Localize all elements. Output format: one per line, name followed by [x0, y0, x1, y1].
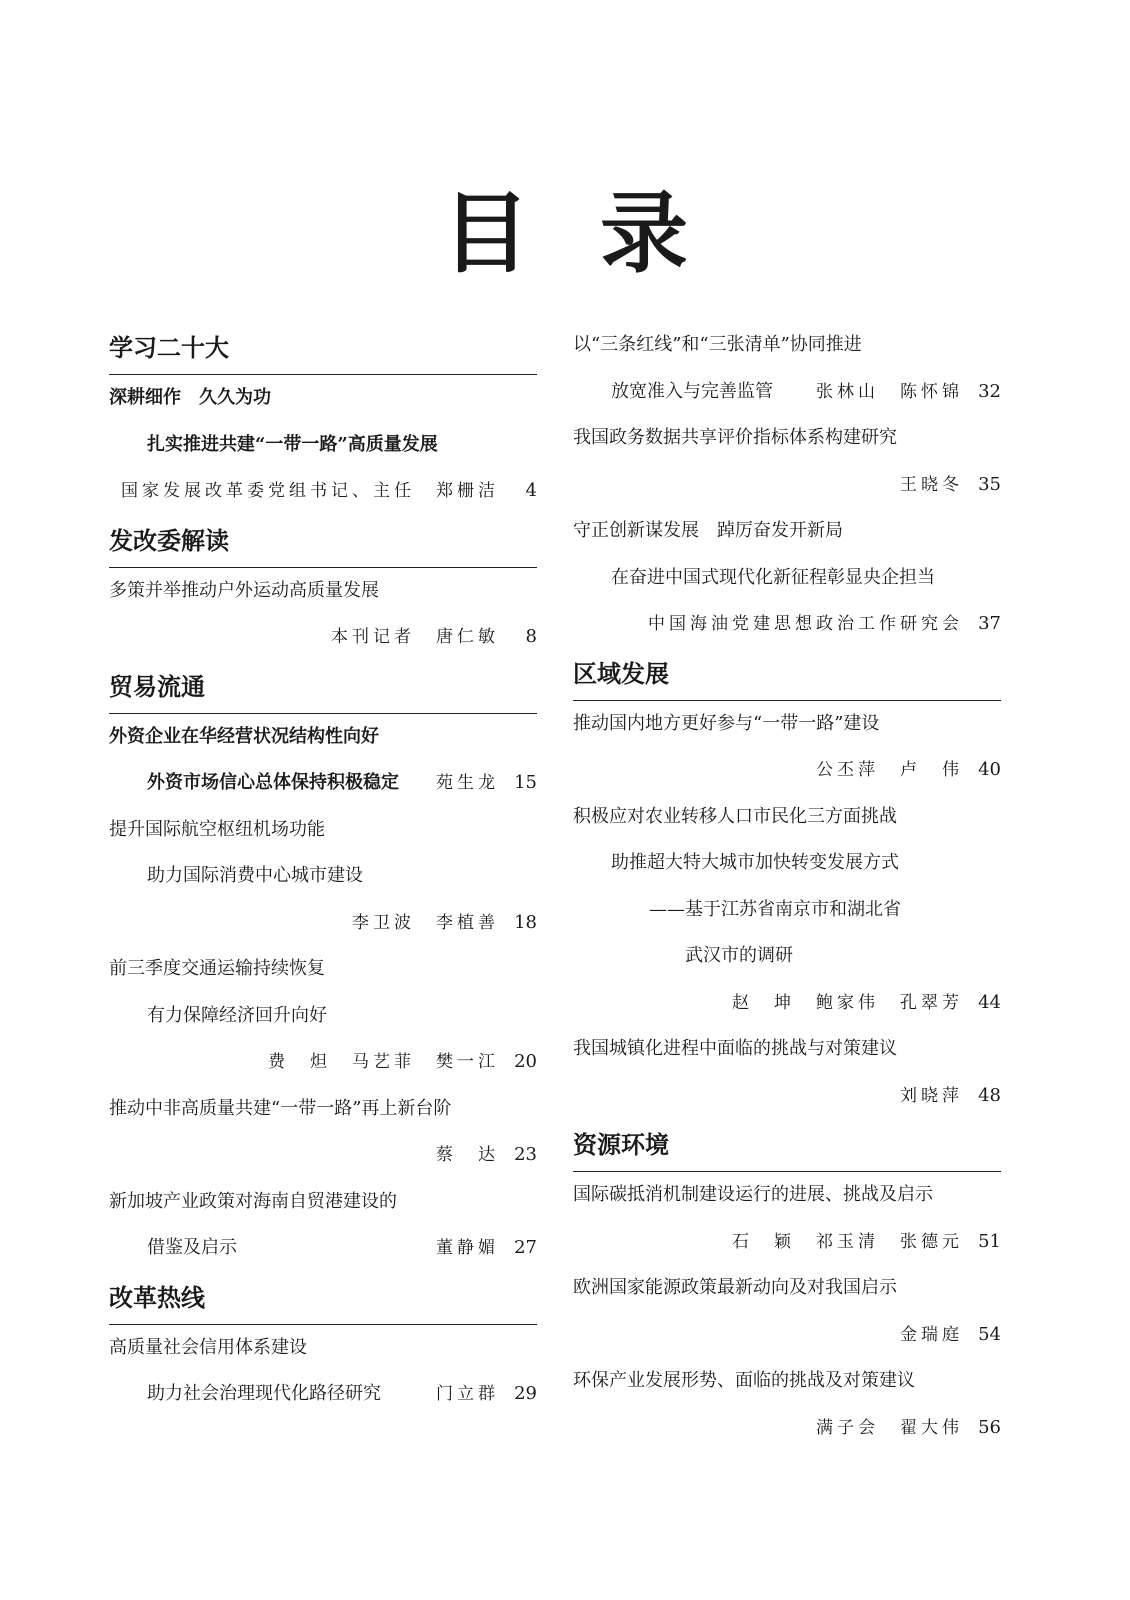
entry-title: 新加坡产业政策对海南自贸港建设的	[109, 1190, 397, 1212]
toc-entry-line[interactable]	[573, 747, 1001, 794]
toc-entry-line[interactable]	[109, 422, 537, 469]
entry-subtitle: 助力社会治理现代化路径研究	[147, 1383, 381, 1404]
toc-entry-line[interactable]	[109, 568, 537, 615]
toc-entry-line[interactable]	[573, 1265, 1001, 1312]
entry-page: 18	[514, 911, 537, 933]
toc-entry-line[interactable]	[573, 980, 1001, 1027]
section-heading: 资源环境	[573, 1119, 1001, 1172]
entry-page: 56	[978, 1416, 1001, 1438]
toc-entry-line[interactable]	[573, 415, 1001, 462]
entry-title: 推动中非高质量共建“一带一路”再上新台阶	[109, 1097, 452, 1119]
entry-title: 环保产业发展形势、面临的挑战及对策建议	[573, 1370, 915, 1391]
entry-subtitle: 助力国际消费中心城市建设	[147, 865, 363, 886]
entry-page: 4	[525, 480, 537, 501]
entry-author: 费 炟 马艺菲 樊一江	[268, 1052, 499, 1072]
toc-entry-line[interactable]	[109, 946, 537, 993]
entry-page: 32	[978, 380, 1001, 402]
toc-entry-line[interactable]	[573, 887, 1001, 934]
toc-entry-line[interactable]	[109, 993, 537, 1040]
entry-title: 以“三条红线”和“三张清单”协同推进	[573, 334, 862, 355]
toc-entry-line[interactable]	[573, 1405, 1001, 1452]
entry-author: 董静媚	[436, 1238, 499, 1258]
entry-title: 多策并举推动户外运动高质量发展	[109, 579, 379, 601]
toc-entry-line[interactable]	[109, 375, 537, 422]
entry-subtitle: 有力保障经济回升向好	[147, 1004, 327, 1026]
toc-entry-line[interactable]	[109, 1225, 537, 1272]
toc-entry-line[interactable]	[573, 508, 1001, 555]
section-heading: 改革热线	[109, 1272, 537, 1325]
entry-title: 前三季度交通运输持续恢复	[109, 958, 325, 979]
toc-left-column	[109, 322, 537, 1418]
entry-author: 石 颖 祁玉清 张德元	[732, 1231, 963, 1252]
entry-subtitle: 外资市场信心总体保持积极稳定	[147, 772, 399, 793]
toc-entry-line[interactable]	[109, 760, 537, 807]
entry-author: 国家发展改革委党组书记、主任 郑栅洁	[121, 481, 499, 501]
entry-author: 赵 坤 鲍家伟 孔翠芳	[732, 992, 963, 1013]
entry-author: 本刊记者 唐仁敏	[331, 627, 499, 647]
entry-page: 54	[978, 1323, 1001, 1345]
toc-entry-line[interactable]	[573, 1026, 1001, 1073]
entry-author: 金瑞庭	[900, 1324, 963, 1345]
entry-page: 48	[978, 1084, 1001, 1106]
toc-entry-line[interactable]	[573, 794, 1001, 841]
entry-title: 我国政务数据共享评价指标体系构建研究	[573, 427, 897, 448]
entry-author: 满子会 翟大伟	[816, 1417, 963, 1438]
toc-entry-line[interactable]	[573, 701, 1001, 748]
toc-entry-line[interactable]	[109, 614, 537, 661]
entry-page: 27	[514, 1237, 537, 1258]
section-heading: 学习二十大	[109, 322, 537, 375]
entry-subtitle: 扎实推进共建“一带一路”高质量发展	[147, 433, 438, 455]
entry-page: 51	[978, 1230, 1001, 1252]
toc-entry-line[interactable]	[573, 369, 1001, 416]
section-heading: 区域发展	[573, 648, 1001, 701]
entry-title: 提升国际航空枢纽机场功能	[109, 818, 325, 840]
page-title	[0, 178, 1130, 288]
entry-author: 李卫波 李植善	[352, 912, 499, 933]
toc-entry-line[interactable]	[573, 1219, 1001, 1266]
entry-page: 37	[978, 613, 1001, 634]
entry-subtitle: 武汉市的调研	[685, 945, 793, 966]
title-char-2: 录	[600, 181, 689, 285]
toc-entry-line[interactable]	[109, 1086, 537, 1133]
entry-author: 王晓冬	[900, 474, 963, 495]
entry-subtitle: 放宽准入与完善监管	[611, 380, 773, 402]
entry-subtitle: ——基于江苏省南京市和湖北省	[649, 898, 901, 920]
title-char-1: 目	[441, 181, 530, 285]
entry-page: 35	[978, 473, 1001, 495]
entry-page: 23	[514, 1144, 537, 1165]
entry-title: 积极应对农业转移人口市民化三方面挑战	[573, 805, 897, 827]
entry-author: 苑生龙	[436, 773, 499, 793]
toc-entry-line[interactable]	[109, 900, 537, 947]
toc-entry-line[interactable]	[109, 1371, 537, 1418]
toc-entry-line[interactable]	[109, 714, 537, 761]
toc-entry-line[interactable]	[573, 840, 1001, 887]
entry-title: 守正创新谋发展 踔厉奋发开新局	[573, 520, 843, 541]
entry-page: 40	[978, 759, 1001, 780]
entry-page: 44	[978, 991, 1001, 1013]
entry-title: 外资企业在华经营状况结构性向好	[109, 725, 379, 747]
toc-entry-line[interactable]	[573, 933, 1001, 980]
entry-title: 欧洲国家能源政策最新动向及对我国启示	[573, 1277, 897, 1298]
toc-entry-line[interactable]	[109, 1039, 537, 1086]
entry-title: 我国城镇化进程中面临的挑战与对策建议	[573, 1038, 897, 1059]
entry-title: 高质量社会信用体系建设	[109, 1336, 307, 1358]
toc-entry-line[interactable]	[573, 1312, 1001, 1359]
entry-author: 张林山 陈怀锦	[816, 381, 963, 402]
entry-title: 推动国内地方更好参与“一带一路”建设	[573, 712, 880, 734]
entry-subtitle: 助推超大特大城市加快转变发展方式	[611, 852, 899, 873]
toc-entry-line[interactable]	[109, 807, 537, 854]
toc-entry-line[interactable]	[573, 1073, 1001, 1120]
toc-entry-line[interactable]	[573, 1358, 1001, 1405]
toc-entry-line[interactable]	[109, 1325, 537, 1372]
entry-title: 国际碳抵消机制建设运行的进展、挑战及启示	[573, 1184, 933, 1205]
toc-entry-line[interactable]	[573, 322, 1001, 369]
entry-page: 8	[525, 626, 537, 647]
toc-entry-line[interactable]	[109, 1132, 537, 1179]
entry-author: 蔡 达	[436, 1145, 499, 1165]
entry-page: 20	[514, 1051, 537, 1072]
entry-author: 中国海油党建思想政治工作研究会	[648, 614, 963, 634]
toc-entry-line[interactable]	[573, 462, 1001, 509]
toc-entry-line[interactable]	[109, 853, 537, 900]
toc-entry-line[interactable]	[109, 468, 537, 515]
entry-author: 刘晓萍	[900, 1085, 963, 1106]
toc-entry-line[interactable]	[573, 1172, 1001, 1219]
entry-subtitle: 借鉴及启示	[147, 1237, 237, 1258]
entry-author: 公丕萍 卢 伟	[816, 760, 963, 780]
section-heading: 发改委解读	[109, 515, 537, 568]
toc-entry-line[interactable]	[573, 555, 1001, 602]
entry-title: 深耕细作 久久为功	[109, 387, 271, 408]
entry-author: 门立群	[436, 1384, 499, 1404]
entry-subtitle: 在奋进中国式现代化新征程彰显央企担当	[611, 566, 935, 588]
entry-page: 29	[514, 1383, 537, 1404]
toc-entry-line[interactable]	[109, 1179, 537, 1226]
toc-entry-line[interactable]	[573, 601, 1001, 648]
toc-right-column	[573, 322, 1001, 1451]
entry-page: 15	[514, 772, 537, 793]
section-heading: 贸易流通	[109, 661, 537, 714]
